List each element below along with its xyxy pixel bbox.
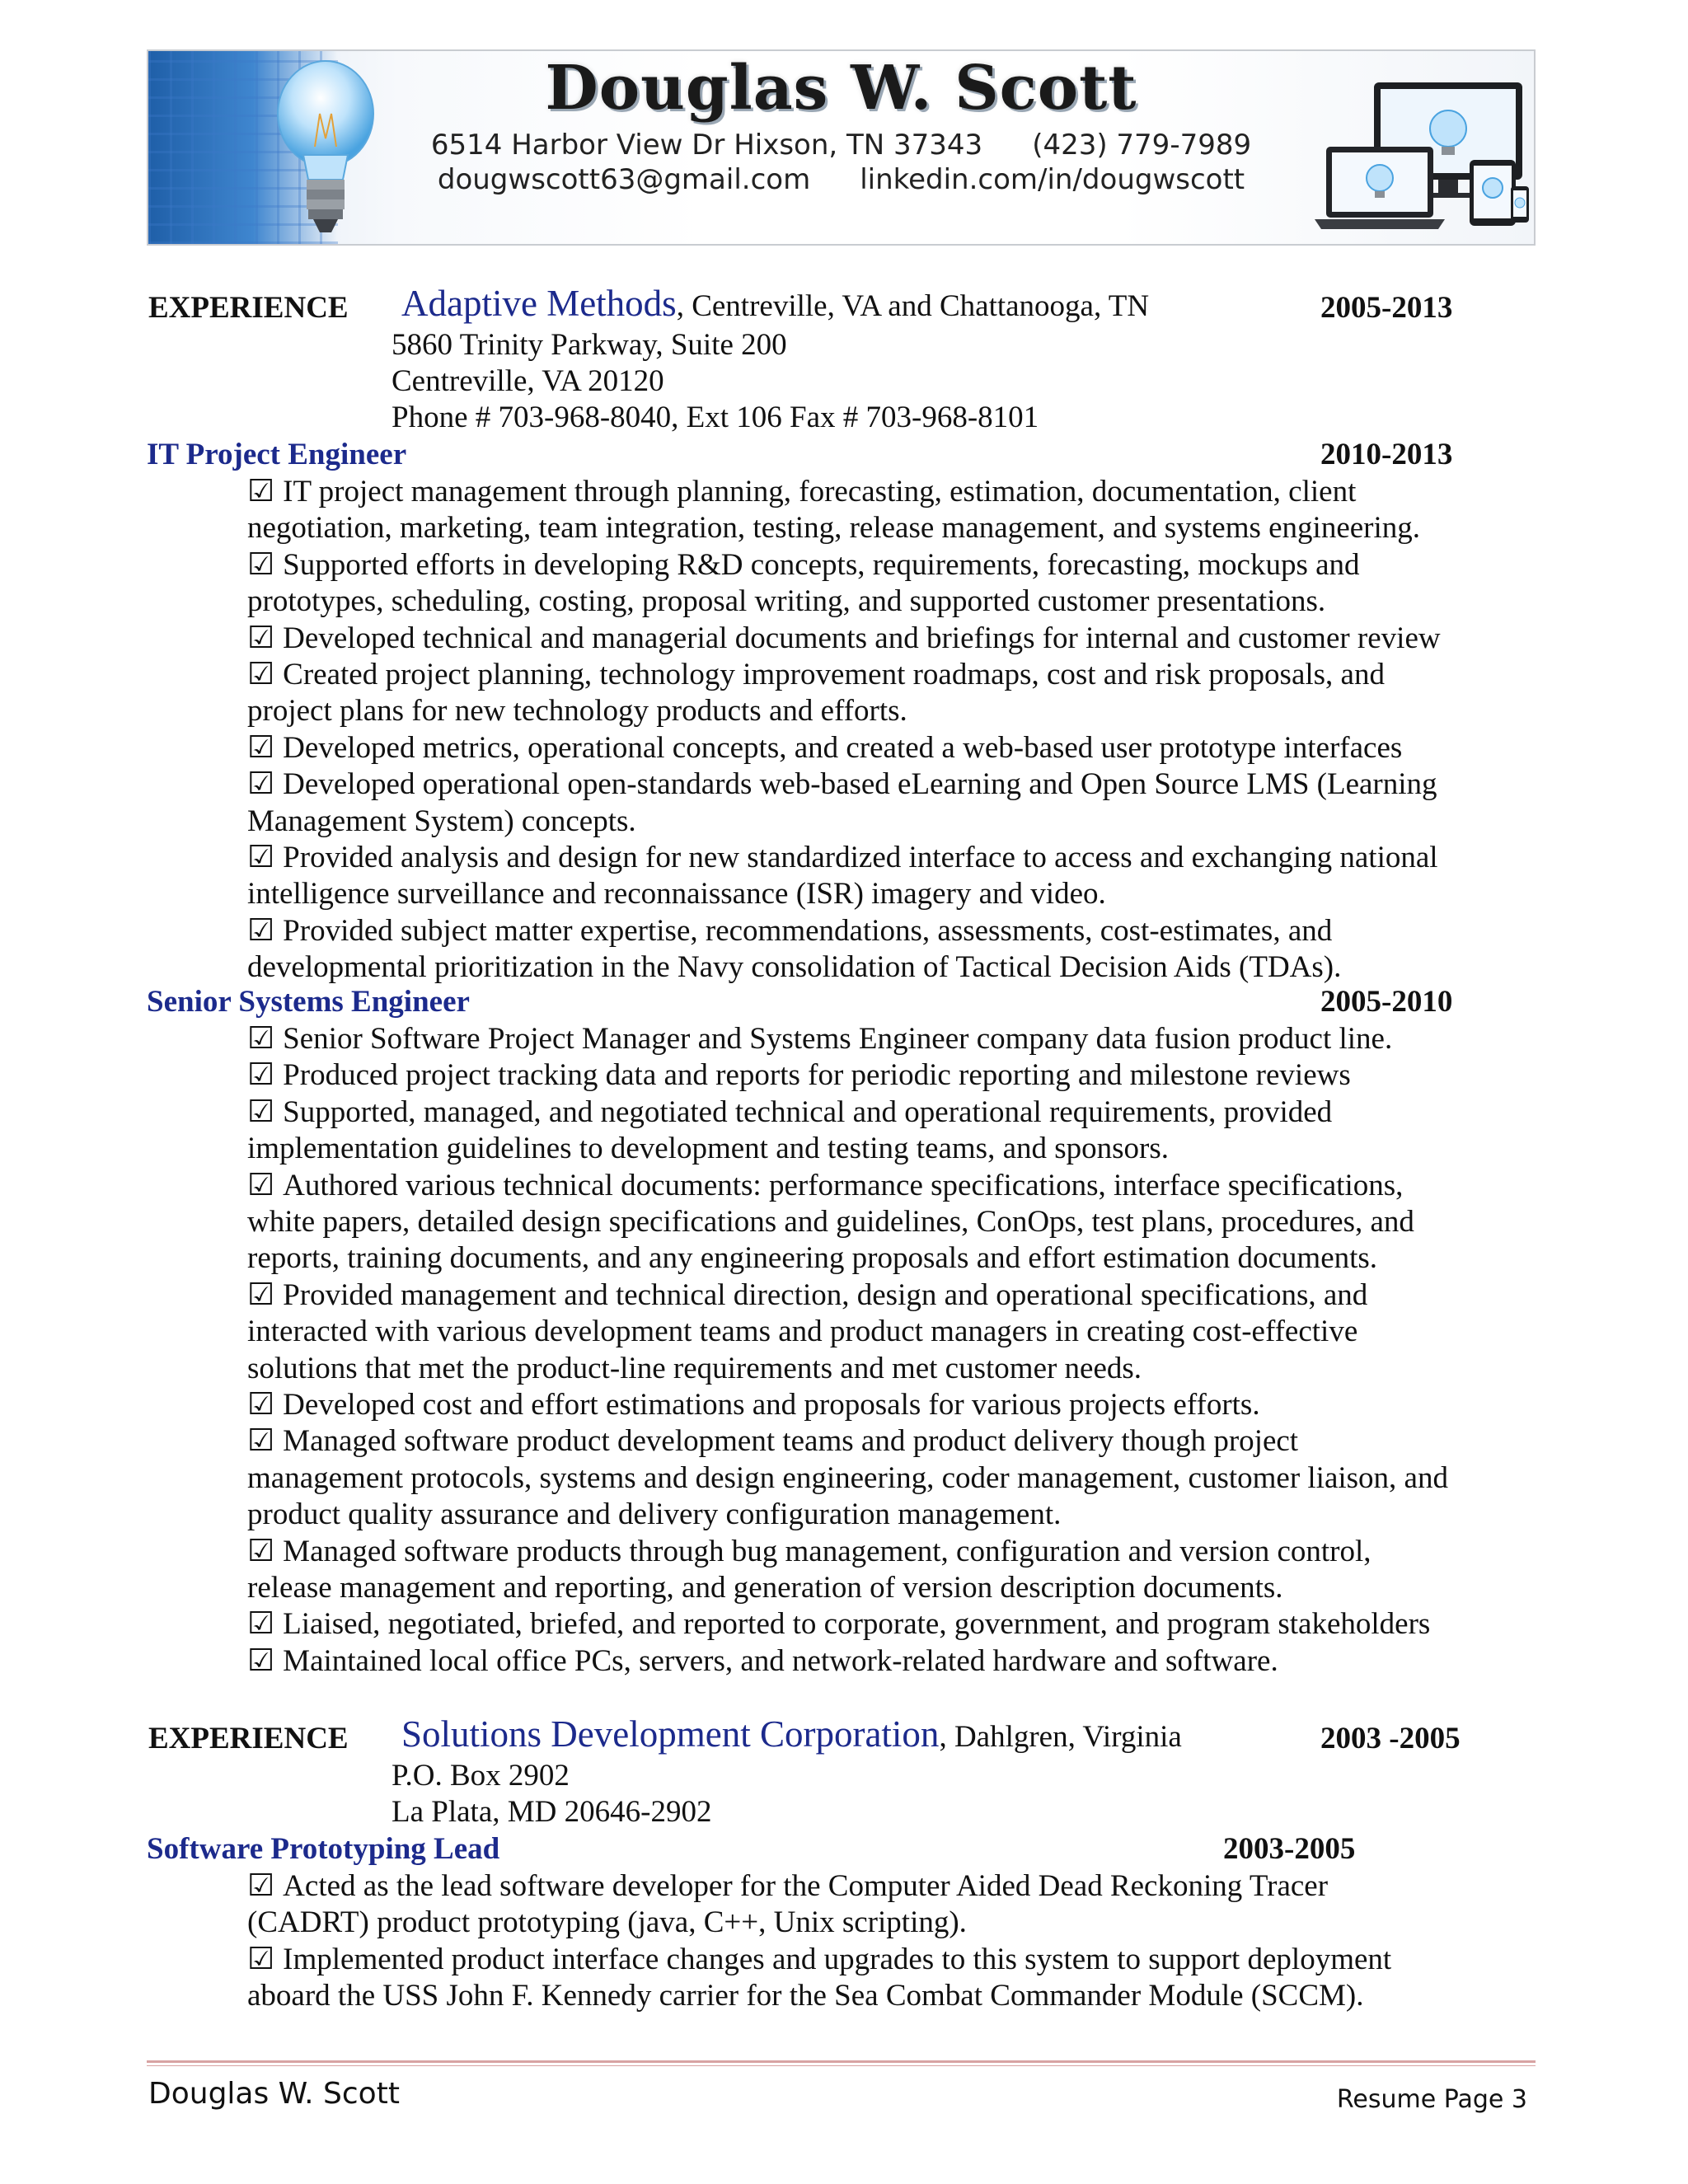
footer-rule-thin xyxy=(147,2065,1536,2066)
bullet-text: product quality assurance and delivery configuration management. xyxy=(247,1497,1062,1532)
bullet-continuation xyxy=(247,583,1325,621)
checkbox-checked-icon: ☑ xyxy=(247,1388,275,1422)
header-phone: (423) 779-7989 xyxy=(1032,129,1252,162)
bullet-item xyxy=(247,621,1441,658)
bullet-continuation xyxy=(247,1131,1169,1168)
bullet-text: interacted with various development teams and product managers in creating cost-effective xyxy=(247,1315,1358,1349)
bullet-item xyxy=(247,913,1332,950)
company-years: 2003 -2005 xyxy=(1320,1722,1461,1755)
header-name: Douglas W. Scott xyxy=(545,53,1137,124)
bullet-text: implementation guidelines to development and testing teams, and sponsors. xyxy=(247,1132,1170,1166)
checkbox-checked-icon: ☑ xyxy=(247,1168,275,1202)
company-address-line: P.O. Box 2902 xyxy=(392,1759,570,1793)
checkbox-checked-icon: ☑ xyxy=(247,1424,275,1459)
checkbox-checked-icon: ☑ xyxy=(247,658,275,691)
bullet-continuation xyxy=(247,1351,1142,1388)
header-address: 6514 Harbor View Dr Hixson, TN 37343 xyxy=(430,129,983,162)
company-address-line: Centreville, VA 20120 xyxy=(392,364,664,398)
bullet-item xyxy=(247,1868,1328,1905)
checkbox-checked-icon: ☑ xyxy=(247,913,275,948)
bullet-text: Supported efforts in developing R&D concepts, requirements, forecasting, mockups and xyxy=(283,547,1360,582)
bullet-item xyxy=(247,1021,1392,1058)
bullet-continuation xyxy=(247,804,636,841)
bullet-continuation xyxy=(247,693,907,730)
bullet-text: Acted as the lead software developer for the Computer Aided Dead Reckoning Tracer xyxy=(283,1869,1329,1903)
bullet-continuation xyxy=(247,949,1341,987)
header-email[interactable]: dougwscott63@gmail.com xyxy=(437,163,811,196)
bullet-text: developmental prioritization in the Navy consolidation of Tactical Decision Aids (TDAs). xyxy=(247,950,1342,985)
bullet-item xyxy=(247,547,1360,584)
bullet-text: Management System) concepts. xyxy=(247,804,636,838)
bullet-text: Provided analysis and design for new standardized interface to access and exchanging national xyxy=(283,841,1438,874)
checkbox-checked-icon: ☑ xyxy=(247,1643,275,1678)
company-location: , Dahlgren, Virginia xyxy=(939,1720,1182,1754)
bullet-item xyxy=(247,1534,1372,1571)
bullet-text: reports, training documents, and any engineering proposals and effort estimation documents. xyxy=(247,1241,1378,1276)
bullet-text: Authored various technical documents: performance specifications, interface specifications, xyxy=(283,1168,1404,1202)
bullet-text: Implemented product interface changes and upgrades to this system to support deployment xyxy=(283,1942,1392,1976)
bullet-text: Developed cost and effort estimations and proposals for various projects efforts. xyxy=(283,1388,1260,1422)
bullet-text: Managed software products through bug management, configuration and version control, xyxy=(283,1534,1372,1568)
checkbox-checked-icon: ☑ xyxy=(247,1534,275,1568)
bullet-text: negotiation, marketing, team integration, testing, release management, and systems engineering. xyxy=(247,511,1421,546)
company-name: Solutions Development Corporation xyxy=(401,1713,940,1755)
bullet-item xyxy=(247,1387,1260,1424)
bullet-item xyxy=(247,1643,1278,1680)
role-years: 2003-2005 xyxy=(1223,1832,1356,1866)
bullet-item xyxy=(247,1094,1332,1132)
bullet-text: white papers, detailed design specifications and guidelines, ConOps, test plans, procedures, and xyxy=(247,1205,1414,1239)
bullet-text: Developed technical and managerial documents and briefings for internal and customer review xyxy=(283,621,1441,655)
bullet-text: prototypes, scheduling, costing, proposal writing, and supported customer presentations. xyxy=(247,584,1326,619)
role-years: 2010-2013 xyxy=(1320,438,1453,471)
company-years: 2005-2013 xyxy=(1320,291,1453,325)
bullet-text: intelligence surveillance and reconnaissance (ISR) imagery and video. xyxy=(247,877,1106,912)
company-line xyxy=(401,1713,1182,1755)
bullet-item xyxy=(247,1942,1391,1979)
bullet-text: Senior Software Project Manager and Systems Engineer company data fusion product line. xyxy=(283,1022,1393,1056)
bullet-text: Provided subject matter expertise, recommendations, assessments, cost-estimates, and xyxy=(283,913,1333,948)
company-name: Adaptive Methods xyxy=(401,283,677,324)
bullet-item xyxy=(247,1606,1430,1643)
bullet-text: Created project planning, technology improvement roadmaps, cost and risk proposals, and xyxy=(283,658,1385,691)
bullet-item xyxy=(247,730,1402,767)
checkbox-checked-icon: ☑ xyxy=(247,841,275,874)
header-linkedin[interactable]: linkedin.com/in/dougwscott xyxy=(860,163,1245,196)
bullet-text: Developed metrics, operational concepts, and created a web-based user prototype interfaces xyxy=(283,730,1403,765)
section-label-experience: EXPERIENCE xyxy=(148,291,349,325)
role-title: Senior Systems Engineer xyxy=(147,985,470,1019)
bullet-text: Developed operational open-standards web-based eLearning and Open Source LMS (Learning xyxy=(283,767,1437,802)
bullet-item xyxy=(247,840,1438,877)
bullet-text: management protocols, systems and design engineering, coder management, customer liaison, and xyxy=(247,1460,1448,1495)
header-banner xyxy=(147,49,1536,246)
footer-rule xyxy=(147,2060,1536,2063)
company-line xyxy=(401,285,1149,325)
checkbox-checked-icon: ☑ xyxy=(247,767,275,802)
bullet-continuation xyxy=(247,1978,1364,2015)
bullet-text: solutions that met the product-line requirements and met customer needs. xyxy=(247,1351,1142,1385)
bullet-continuation xyxy=(247,1460,1448,1497)
checkbox-checked-icon: ☑ xyxy=(247,1277,275,1312)
bullet-continuation xyxy=(247,876,1106,913)
role-years: 2005-2010 xyxy=(1320,985,1453,1019)
checkbox-checked-icon: ☑ xyxy=(247,1094,275,1129)
bullet-item xyxy=(247,657,1385,694)
role-title: Software Prototyping Lead xyxy=(147,1832,500,1866)
footer-name: Douglas W. Scott xyxy=(148,2077,400,2111)
bullet-item xyxy=(247,1057,1351,1094)
bullet-continuation xyxy=(247,1905,967,1942)
checkbox-checked-icon: ☑ xyxy=(247,475,275,509)
bullet-text: Managed software product development teams and product delivery though project xyxy=(283,1424,1299,1459)
bullet-text: Liaised, negotiated, briefed, and reported to corporate, government, and program stakeholders xyxy=(283,1607,1431,1642)
bullet-item xyxy=(247,1277,1367,1315)
bullet-text: release management and reporting, and generation of version description documents. xyxy=(247,1571,1283,1605)
company-address-line: La Plata, MD 20646-2902 xyxy=(392,1795,712,1829)
bullet-text: Supported, managed, and negotiated technical and operational requirements, provided xyxy=(283,1094,1333,1129)
bullet-continuation xyxy=(247,1204,1414,1241)
bullet-continuation xyxy=(247,510,1420,547)
bullet-item xyxy=(247,766,1437,804)
bullet-item xyxy=(247,1168,1403,1205)
bullet-text: Provided management and technical direction, design and operational specifications, and xyxy=(283,1277,1368,1312)
bullet-continuation xyxy=(247,1497,1061,1534)
checkbox-checked-icon: ☑ xyxy=(247,1869,275,1903)
checkbox-checked-icon: ☑ xyxy=(247,621,275,655)
bullet-text: project plans for new technology products and efforts. xyxy=(247,694,907,729)
bullet-continuation xyxy=(247,1240,1377,1277)
footer-page-label: Resume Page 3 xyxy=(1336,2085,1527,2114)
role-title: IT Project Engineer xyxy=(147,438,407,471)
bullet-item xyxy=(247,474,1356,511)
bullet-text: Produced project tracking data and reports for periodic reporting and milestone reviews xyxy=(283,1058,1351,1093)
section-label-experience: EXPERIENCE xyxy=(148,1722,349,1755)
checkbox-checked-icon: ☑ xyxy=(247,730,275,765)
company-location: , Centreville, VA and Chattanooga, TN xyxy=(676,289,1150,323)
bullet-text: (CADRT) product prototyping (java, C++, Unix scripting). xyxy=(247,1905,967,1940)
checkbox-checked-icon: ☑ xyxy=(247,547,275,582)
bullet-text: Maintained local office PCs, servers, and network-related hardware and software. xyxy=(283,1643,1278,1678)
checkbox-checked-icon: ☑ xyxy=(247,1058,275,1093)
company-address-line: Phone # 703-968-8040, Ext 106 Fax # 703-968-8101 xyxy=(392,401,1039,434)
company-address-line: 5860 Trinity Parkway, Suite 200 xyxy=(392,328,787,362)
bullet-continuation xyxy=(247,1314,1357,1351)
devices-icon xyxy=(1308,81,1531,237)
checkbox-checked-icon: ☑ xyxy=(247,1022,275,1056)
checkbox-checked-icon: ☑ xyxy=(247,1607,275,1642)
checkbox-checked-icon: ☑ xyxy=(247,1942,275,1976)
bullet-text: aboard the USS John F. Kennedy carrier for the Sea Combat Commander Module (SCCM). xyxy=(247,1979,1364,2013)
bullet-continuation xyxy=(247,1570,1283,1607)
bullet-text: IT project management through planning, forecasting, estimation, documentation, client xyxy=(283,475,1357,509)
bullet-item xyxy=(247,1423,1298,1460)
